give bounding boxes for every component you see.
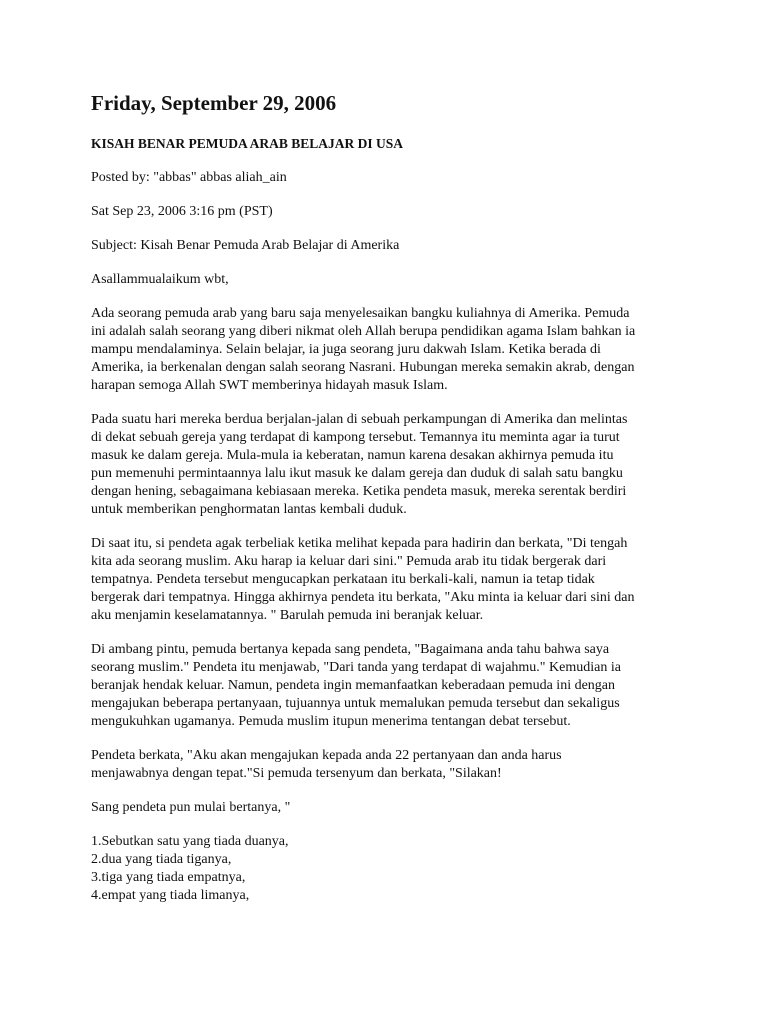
post-subject: Subject: Kisah Benar Pemuda Arab Belajar di Amerika	[91, 238, 400, 253]
paragraph-line: dengan hening, sebagaimana kebiasaan mereka. Ketika pendeta masuk, mereka serentak berdiri	[91, 484, 627, 499]
paragraph-line: beranjak hendak keluar. Namun, pendeta ingin memanfaatkan keberadaan pemuda ini dengan	[91, 678, 616, 693]
paragraph-line: Ada seorang pemuda arab yang baru saja menyelesaikan bangku kuliahnya di Amerika. Pemuda	[91, 306, 630, 321]
question-item: 2.dua yang tiada tiganya,	[91, 852, 232, 867]
paragraph-line: kita ada seorang muslim. Aku harap ia keluar dari sini." Pemuda arab itu tidak bergerak dari	[91, 554, 607, 569]
paragraph-line: Pada suatu hari mereka berdua berjalan-jalan di sebuah perkampungan di Amerika dan melintas	[91, 412, 628, 427]
article-paragraph	[91, 535, 691, 625]
paragraph-line: Amerika, ia berkenalan dengan salah seorang Nasrani. Hubungan mereka semakin akrab, dengan	[91, 360, 635, 375]
question-list	[91, 833, 691, 905]
paragraph-line: Di ambang pintu, pemuda bertanya kepada sang pendeta, "Bagaimana anda tahu bahwa saya	[91, 642, 610, 657]
post-timestamp: Sat Sep 23, 2006 3:16 pm (PST)	[91, 204, 273, 219]
article-paragraph	[91, 305, 691, 395]
paragraph-line: Sang pendeta pun mulai bertanya, "	[91, 800, 291, 815]
posted-by-line: Posted by: "abbas" abbas aliah_ain	[91, 170, 287, 185]
paragraph-line: aku menjamin keselamatannya. " Barulah pemuda ini beranjak keluar.	[91, 608, 484, 623]
paragraph-line: tempatnya. Pendeta tersebut mengucapkan perkataan itu berkali-kali, namun ia tetap tidak	[91, 572, 595, 587]
paragraph-line: mampu mendalaminya. Selain belajar, ia juga seorang juru dakwah Islam. Ketika berada di	[91, 342, 601, 357]
post-title: KISAH BENAR PEMUDA ARAB BELAJAR DI USA	[91, 136, 404, 151]
paragraph-line: bergerak dari tempatnya. Hingga akhirnya pendeta itu berkata, "Aku minta ia keluar dari sini dan	[91, 590, 635, 605]
paragraph-line: pun memenuhi permintaannya lalu ikut masuk ke dalam gereja dan duduk di salah satu bangku	[91, 466, 623, 481]
paragraph-line: untuk memberikan penghormatan lantas kembali duduk.	[91, 502, 407, 517]
document-page	[91, 88, 691, 905]
paragraph-line: menjawabnya dengan tepat."Si pemuda tersenyum dan berkata, "Silakan!	[91, 766, 502, 781]
article-paragraph	[91, 641, 691, 731]
paragraph-line: mengajukan beberapa pertanyaan, tujuannya untuk memalukan pemuda tersebut dan sekaligus	[91, 696, 620, 711]
post-date-header: Friday, September 29, 2006	[91, 91, 337, 115]
paragraph-line: Pendeta berkata, "Aku akan mengajukan kepada anda 22 pertanyaan dan anda harus	[91, 748, 562, 763]
greeting-line: Asallammualaikum wbt,	[91, 272, 229, 287]
paragraph-line: seorang muslim." Pendeta itu menjawab, "Dari tanda yang terdapat di wajahmu." Kemudian ia	[91, 660, 621, 675]
question-item: 1.Sebutkan satu yang tiada duanya,	[91, 834, 289, 849]
question-item: 4.empat yang tiada limanya,	[91, 888, 250, 903]
paragraph-line: mengukuhkan ugamanya. Pemuda muslim itupun menerima tentangan debat tersebut.	[91, 714, 571, 729]
article-body	[91, 305, 691, 817]
paragraph-line: ini adalah salah seorang yang diberi nikmat oleh Allah berupa pendidikan agama Islam bahkan ia	[91, 324, 636, 339]
article-paragraph	[91, 799, 691, 817]
paragraph-line: harapan semoga Allah SWT memberinya hidayah masuk Islam.	[91, 378, 448, 393]
article-paragraph	[91, 411, 691, 519]
paragraph-line: masuk ke dalam gereja. Mula-mula ia keberatan, namun karena desakan akhirnya pemuda itu	[91, 448, 614, 463]
paragraph-line: Di saat itu, si pendeta agak terbeliak ketika melihat kepada para hadirin dan berkata, "Di tengah	[91, 536, 628, 551]
article-paragraph	[91, 747, 691, 783]
paragraph-line: di dekat sebuah gereja yang terdapat di kampong tersebut. Temannya itu meminta agar ia turut	[91, 430, 620, 445]
question-item: 3.tiga yang tiada empatnya,	[91, 870, 246, 885]
